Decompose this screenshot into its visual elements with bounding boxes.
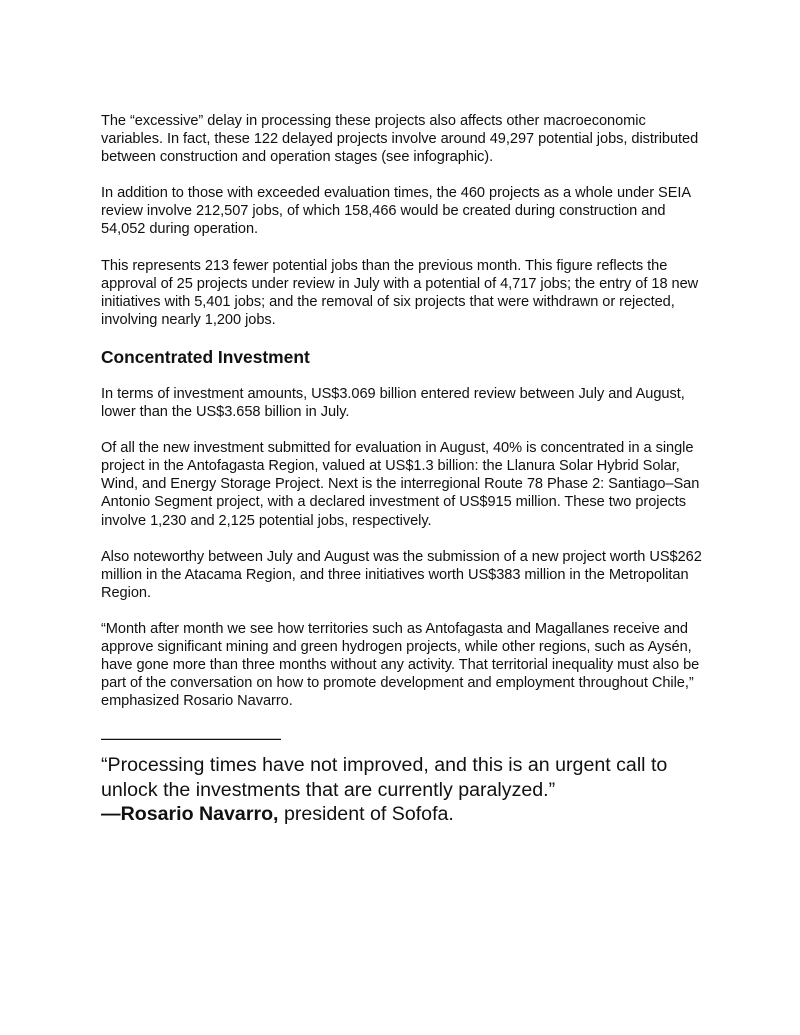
section-heading: Concentrated Investment [101, 346, 310, 367]
attribution-name: Rosario Navarro, [120, 803, 279, 826]
body-paragraph: This represents 213 fewer potential jobs than the previous month. This figure reflects the approval of 25 projects under review in July with a potential of 4,717 jobs; the entry of 18 new initiatives with 5,401 jobs; and the removal of six projects that were withdrawn or rejected, involving nearly 1,200 jobs. [101, 257, 699, 328]
body-paragraph: Of all the new investment submitted for evaluation in August, 40% is concentrated in a single project in the Antofagasta Region, valued at US$1.3 billion: the Llanura Solar Hybrid Solar, Wind, and Energy Storage Project. Next is the interregional Route 78 Phase 2: Santiago–San Antonio Segment project, with a declared investment of US$915 million. These two projects involve 1,230 and 2,125 potential jobs, respectively. [101, 440, 700, 529]
body-paragraph: In terms of investment amounts, US$3.069 billion entered review between July and August, lower than the US$3.658 billion in July. [101, 385, 685, 421]
quote-divider: —————————— [101, 728, 281, 749]
body-paragraph: Also noteworthy between July and August was the submission of a new project worth US$262 million in the Atacama Region, and three initiatives worth US$383 million in the Metropolitan Region. [101, 548, 702, 601]
body-paragraph: The “excessive” delay in processing these projects also affects other macroeconomic variables. In fact, these 122 delayed projects involve around 49,297 potential jobs, distributed between construction and operation stages (see infographic). [101, 113, 699, 166]
attribution-dash: — [101, 803, 121, 826]
document-page [101, 112, 711, 827]
body-paragraph: In addition to those with exceeded evaluation times, the 460 projects as a whole under SEIA review involve 212,507 jobs, of which 158,466 would be created during construction and 54,052 during operation. [101, 185, 691, 238]
attribution-title: president of Sofofa. [278, 803, 454, 826]
quote-attribution [101, 802, 711, 827]
pull-quote: “Processing times have not improved, and this is an urgent call to unlock the investments that are currently paralyzed.” [101, 754, 668, 801]
body-paragraph: “Month after month we see how territories such as Antofagasta and Magallanes receive and approve significant mining and green hydrogen projects, while other regions, such as Aysén, have gone more than three months without any activity. That territorial inequality must also be part of the conversation on how to promote development and employment throughout Chile,” emphasized Rosario Navarro. [101, 620, 700, 710]
